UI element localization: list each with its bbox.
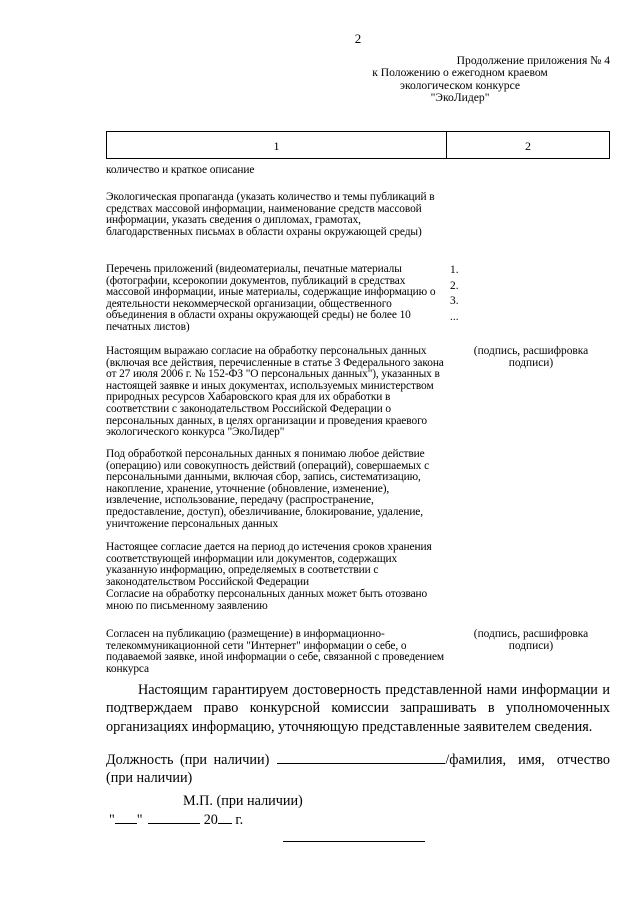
position-line-2: (при наличии) [106,770,193,787]
date-month-blank[interactable] [148,809,200,824]
row-propaganda-text: Экологическая пропаганда (указать количество и темы публикаций в средствах массовой информации, наименование средств массовой информации, указать сведения о дипломах, грамотах, благодарственных письмах в области охраны окружающей среды) [106,191,435,238]
table-header [106,131,610,159]
header-line-4: "ЭкоЛидер" [430,91,490,105]
header-line-1: Продолжение приложения № 4 [456,54,610,67]
signature-caption-consent: (подпись, расшифровка подписи) [473,345,589,369]
signature-caption-publication: (подпись, расшифровка подписи) [473,628,589,652]
guarantee-text: Настоящим гарантируем достоверность представленной нами информации и подтверждаем право конкурсной комиссии запрашивать в уполномоченных организациях информацию, уточняющую представленные заявителем сведения. [106,682,610,735]
date-day-blank[interactable] [115,809,137,824]
row-consent-text: Настоящим выражаю согласие на обработку персональных данных (включая все действия, перечисленные в статье 3 Федерального закона от 27 июля 2006 г. № 152-ФЗ "О персональных данных"), указанных в настоящей заявке и иных документах, используемых министерством природных ресурсов Хабаровского края для их обработки в соответствии с законодательством Российской Федерации о персональных данных, в целях организации и проведения краевого экологического конкурса "ЭкоЛидер" [106,345,444,439]
attachment-number-1: 1. [450,264,459,276]
attachment-number-more: ... [450,310,459,323]
header-line-2: к Положению о ежегодном краевом [372,66,548,80]
row-attachments-text: Перечень приложений (видеоматериалы, печатные материалы (фотографии, ксерокопии документов, публикаций в средствах массовой информации, иные материалы, содержащие информацию о деятельности некоммерческой организации, общественного объединения в области охраны окружающей среды) не более 10 печатных листов) [106,263,436,333]
position-suffix: /фамилия, имя, отчество [445,752,610,768]
guarantee-paragraph [106,681,610,736]
position-blank[interactable] [277,749,445,764]
row-publication-text: Согласен на публикацию (размещение) в информационно-телекоммуникационной сети "Интернет" информации о себе, о подаваемой заявке, иной информации о себе, связанной с проведением конкурса [106,628,445,675]
row-quantity-text: количество и краткое описание [106,164,255,176]
table-column-2-number: 2 [525,139,531,153]
date-year-blank[interactable] [218,809,232,824]
attachment-number-2: 2. [450,279,459,292]
table-column-1-number: 1 [273,139,280,153]
position-label: Должность (при наличии) [106,752,270,768]
row-processing-text: Под обработкой персональных данных я понимаю любое действие (операцию) или совокупность действий (операций), совершаемых с персональными данными, включая сбор, запись, систематизацию, накопление, хранение, уточнение (обновление, изменение), извлечение, использование, передачу (распространение, предоставление, доступ), обезличивание, блокирование, удаление, уничтожение персональных данных [106,448,430,530]
row-revocation-text: Согласие на обработку персональных данных может быть отозвано мною по письменному заявлению [106,588,428,612]
date-year-suffix: г. [231,812,244,828]
date-year-prefix: 20 [203,812,218,828]
signature-line[interactable] [283,841,425,842]
position-line [106,749,610,788]
stamp-placeholder: М.П. (при наличии) [183,793,303,809]
date-open-quote: " [109,812,115,828]
attachment-number-3: 3. [450,295,459,307]
row-validity-text: Настоящее согласие дается на период до истечения сроков хранения соответствующей информации или документов, содержащих указанную информацию, определяемых в соответствии с законодательством Российской Федерации [106,541,432,588]
date-close-quote: " [136,812,143,828]
header-line-3: экологическом конкурсе [399,78,520,92]
date-line [109,809,243,829]
appendix-header [310,55,610,105]
attachment-number-list [450,263,480,325]
page-number: 2 [354,31,362,46]
